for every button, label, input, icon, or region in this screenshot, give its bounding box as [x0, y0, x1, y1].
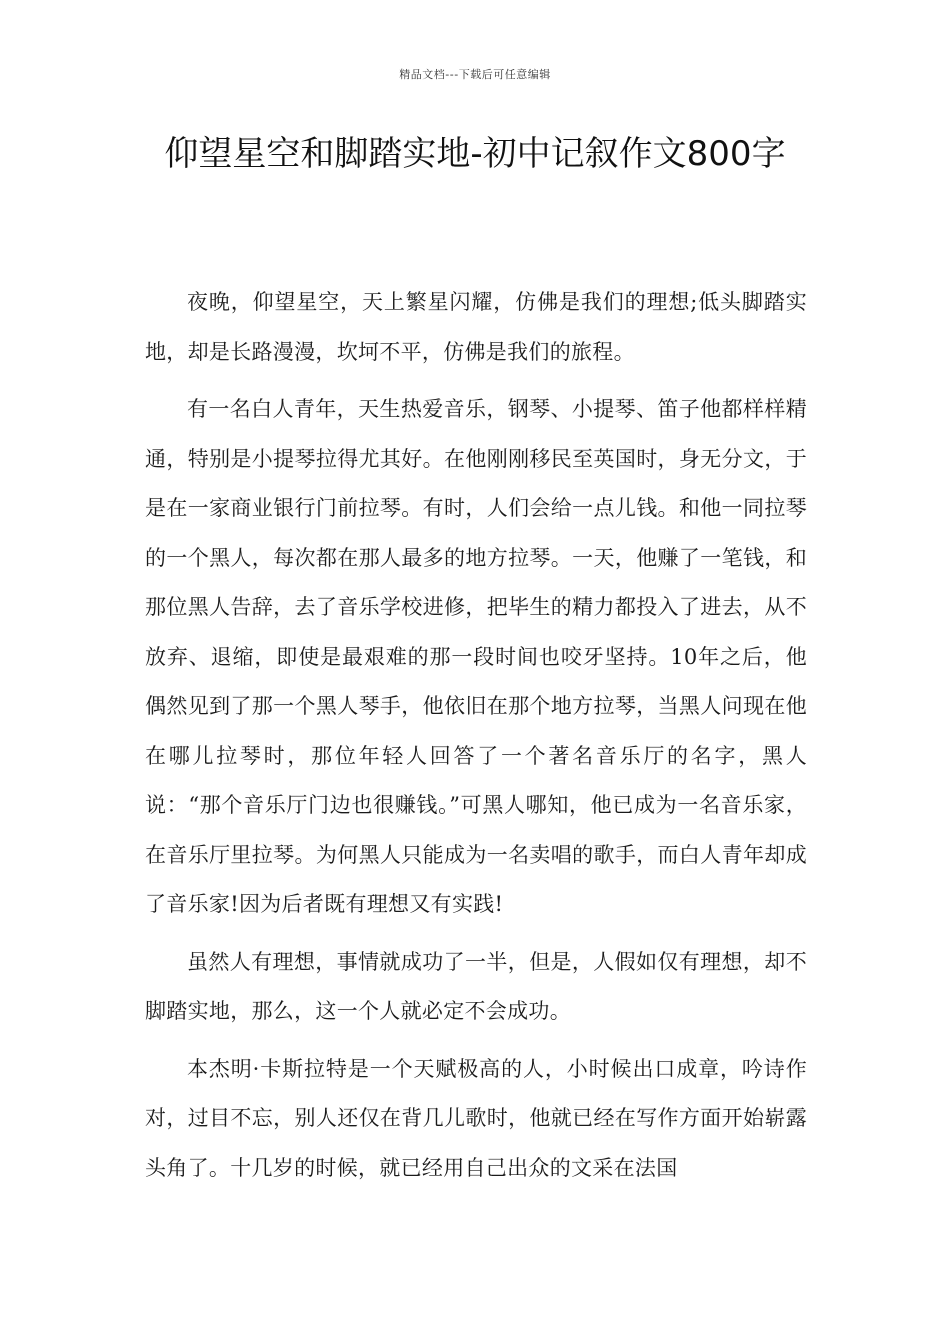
document-body	[145, 278, 807, 1201]
paragraph-1: 夜晚，仰望星空，天上繁星闪耀，仿佛是我们的理想;低头脚踏实地，却是长路漫漫，坎坷不平，仿佛是我们的旅程。	[145, 290, 807, 364]
paragraph-4: 本杰明·卡斯拉特是一个天赋极高的人，小时候出口成章，吟诗作对，过目不忘，别人还仅在背几儿歌时，他就已经在写作方面开始崭露头角了。十几岁的时候，就已经用自己出众的文采在法国	[145, 1056, 807, 1180]
document-title: 仰望星空和脚踏实地-初中记叙作文800字	[164, 134, 786, 174]
paragraph-3: 虽然人有理想，事情就成功了一半，但是，人假如仅有理想，却不脚踏实地，那么，这一个人就必定不会成功。	[145, 949, 807, 1023]
paragraph-2: 有一名白人青年，天生热爱音乐，钢琴、小提琴、笛子他都样样精通，特别是小提琴拉得尤其好。在他刚刚移民至英国时，身无分文，于是在一家商业银行门前拉琴。有时，人们会给一点儿钱。和他一同拉琴的一个黑人，每次都在那人最多的地方拉琴。一天，他赚了一笔钱，和那位黑人告辞，去了音乐学校进修，把毕生的精力都投入了进去，从不放弃、退缩，即使是最艰难的那一段时间也咬牙坚持。10年之后，他偶然见到了那一个黑人琴手，他依旧在那个地方拉琴，当黑人问现在他在哪儿拉琴时，那位年轻人回答了一个著名音乐厅的名字，黑人说：“那个音乐厅门边也很赚钱。”可黑人哪知，他已成为一名音乐家，在音乐厅里拉琴。为何黑人只能成为一名卖唱的歌手，而白人青年却成了音乐家!因为后者既有理想又有实践!	[145, 397, 807, 916]
header-note: 精品文档---下载后可任意编辑	[399, 68, 551, 81]
